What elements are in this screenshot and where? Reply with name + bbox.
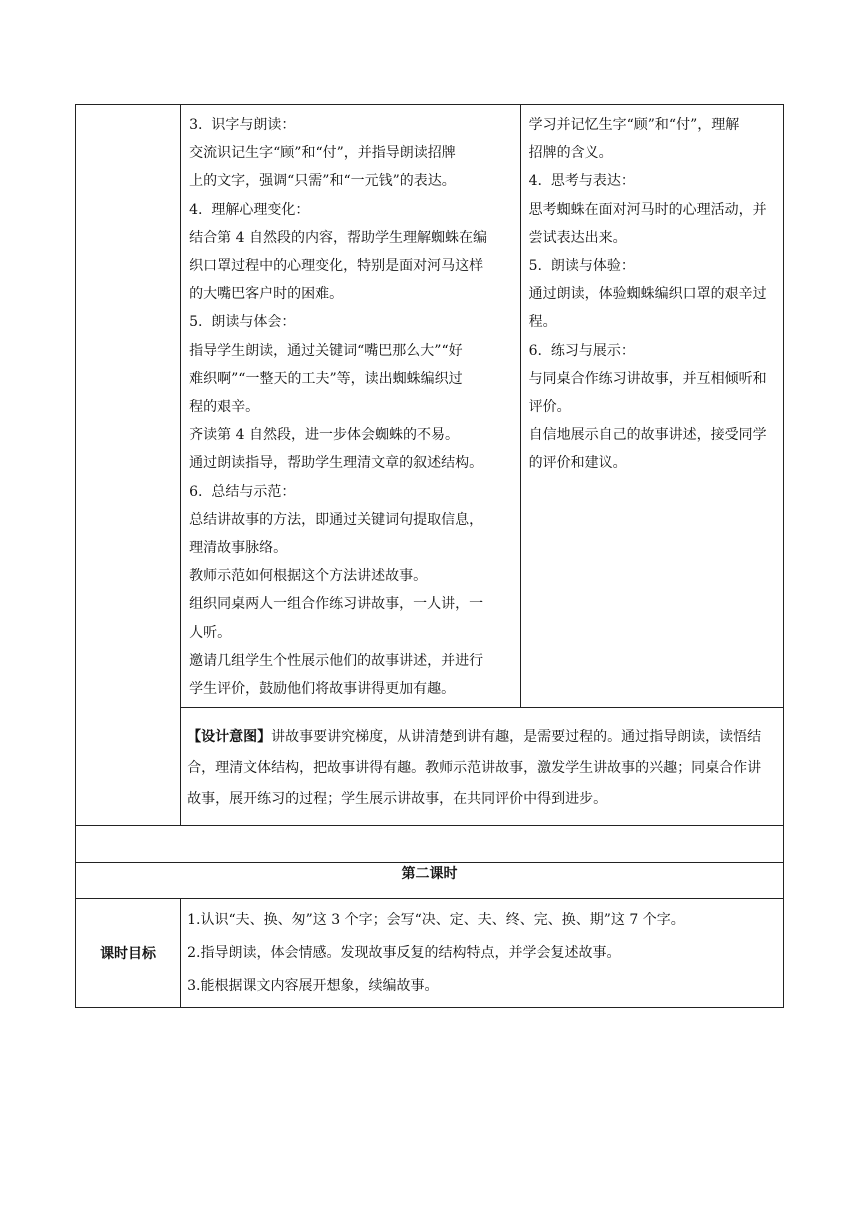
left-empty-cell xyxy=(76,105,181,826)
design-intent-body: 讲故事要讲究梯度，从讲清楚到讲有趣，是需要过程的。通过指导朗读，读悟结合，理清文体结构，把故事讲得有趣。教师示范讲故事，激发学生讲故事的兴趣；同桌合作讲故事，展开练习的过程；学生展示讲故事，在共同评价中得到进步。 xyxy=(187,729,762,808)
student-activity-line: 尝试表达出来。 xyxy=(528,229,627,246)
teacher-activity-line: 程的艰辛。 xyxy=(189,399,260,416)
goal-item: 1.认识“夫、换、匆”这 3 个字；会写“决、定、夫、终、完、换、期”这 7 个字。 xyxy=(187,912,685,929)
student-activity-line: 自信地展示自己的故事讲述，接受同学 xyxy=(528,427,767,444)
teacher-activity-line: 学生评价，鼓励他们将故事讲得更加有趣。 xyxy=(189,681,456,698)
design-intent-text xyxy=(181,708,783,825)
teacher-activity-line: 6. 总结与示范： xyxy=(189,483,296,500)
teacher-activity-line: 结合第 4 自然段的内容，帮助学生理解蜘蛛在编 xyxy=(189,229,487,246)
teacher-activity-line: 总结讲故事的方法，即通过关键词句提取信息， xyxy=(189,511,484,528)
teacher-activity-line: 交流识记生字“顾”和“付”，并指导朗读招牌 xyxy=(189,145,456,162)
lesson-plan-sheet xyxy=(75,104,784,1008)
design-intent-tag: 【设计意图】 xyxy=(187,729,272,746)
goals-cell xyxy=(181,899,784,1008)
teacher-activity-line: 人听。 xyxy=(189,624,232,641)
teacher-activity-line: 邀请几组学生个性展示他们的故事讲述，并进行 xyxy=(189,652,484,669)
teacher-activity-line: 4. 理解心理变化： xyxy=(189,201,310,218)
teacher-activity-line: 齐读第 4 自然段，进一步体会蜘蛛的不易。 xyxy=(189,427,459,444)
teacher-activity-line: 的大嘴巴客户时的困难。 xyxy=(189,286,344,303)
student-activity-list xyxy=(521,105,783,482)
goal-item: 3.能根据课文内容展开想象，续编故事。 xyxy=(187,978,439,995)
student-activity-line: 程。 xyxy=(528,314,557,331)
activities-row xyxy=(76,105,784,708)
lesson-title: 第二课时 xyxy=(76,863,784,899)
design-intent-row xyxy=(76,708,784,826)
lesson-plan-table xyxy=(75,104,784,1008)
student-activity-cell xyxy=(520,105,783,708)
student-activity-line: 招牌的含义。 xyxy=(528,145,613,162)
blank-cell xyxy=(76,826,784,863)
teacher-activity-line: 织口罩过程中的心理变化，特别是面对河马这样 xyxy=(189,258,484,275)
student-activity-line: 5. 朗读与体验： xyxy=(528,258,635,275)
teacher-activity-line: 教师示范如何根据这个方法讲述故事。 xyxy=(189,568,428,585)
student-activity-line: 评价。 xyxy=(528,399,571,416)
teacher-activity-line: 难织啊”“一整天的工夫”等，读出蜘蛛编织过 xyxy=(189,370,463,387)
teacher-activity-line: 5. 朗读与体会： xyxy=(189,314,296,331)
student-activity-line: 4. 思考与表达： xyxy=(528,173,635,190)
goals-row xyxy=(76,899,784,1008)
design-intent-cell xyxy=(181,708,784,826)
teacher-activity-line: 理清故事脉络。 xyxy=(189,540,288,557)
teacher-activity-line: 通过朗读指导，帮助学生理清文章的叙述结构。 xyxy=(189,455,484,472)
student-activity-line: 通过朗读，体验蜘蛛编织口罩的艰辛过 xyxy=(528,286,767,303)
teacher-activity-line: 3. 识字与朗读： xyxy=(189,117,296,133)
blank-row xyxy=(76,826,784,863)
goals-list xyxy=(181,899,783,1007)
lesson-title-row xyxy=(76,863,784,899)
student-activity-line: 6. 练习与展示： xyxy=(528,342,635,359)
teacher-activity-line: 指导学生朗读，通过关键词“嘴巴那么大”“好 xyxy=(189,342,463,359)
goal-item: 2.指导朗读，体会情感。发现故事反复的结构特点，并学会复述故事。 xyxy=(187,945,621,962)
teacher-activity-cell xyxy=(181,105,520,708)
teacher-activity-line: 组织同桌两人一组合作练习讲故事，一人讲，一 xyxy=(189,596,484,613)
student-activity-line: 学习并记忆生字“顾”和“付”，理解 xyxy=(528,117,740,133)
student-activity-line: 的评价和建议。 xyxy=(528,455,627,472)
goals-label: 课时目标 xyxy=(76,899,181,1008)
teacher-activity-list xyxy=(181,105,519,707)
student-activity-line: 思考蜘蛛在面对河马时的心理活动，并 xyxy=(528,201,767,218)
student-activity-line: 与同桌合作练习讲故事，并互相倾听和 xyxy=(528,370,767,387)
teacher-activity-line: 上的文字，强调“只需”和“一元钱”的表达。 xyxy=(189,173,456,190)
